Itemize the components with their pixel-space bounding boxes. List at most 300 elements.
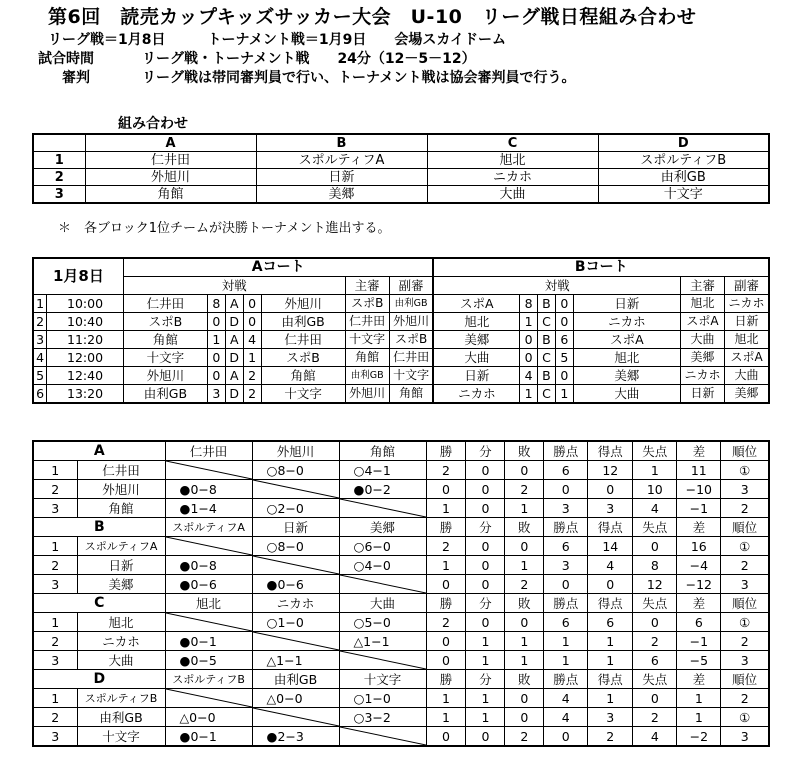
home-score: 0 bbox=[207, 367, 225, 385]
goals-against: 0 bbox=[633, 537, 677, 556]
points: 0 bbox=[544, 575, 588, 594]
goals-against: 4 bbox=[633, 727, 677, 747]
advance-note: ＊ 各ブロック1位チームが決勝トーナメント進出する。 bbox=[58, 221, 391, 236]
stat-header: 得点 bbox=[588, 441, 633, 461]
opponent-header: 由利GB bbox=[252, 670, 339, 689]
goal-diff: −4 bbox=[677, 556, 721, 575]
match-result: △1−1 bbox=[339, 632, 426, 651]
schedule-court-row bbox=[33, 258, 769, 277]
kumiawase-row bbox=[33, 169, 769, 186]
opponent-header: 大曲 bbox=[339, 594, 426, 613]
losses: 0 bbox=[505, 689, 544, 708]
sub-referee: 角館 bbox=[389, 385, 433, 404]
stat-header: 勝 bbox=[426, 518, 466, 537]
team-cell: スポルティフA bbox=[256, 152, 427, 169]
stat-header: 分 bbox=[466, 441, 505, 461]
points: 4 bbox=[544, 689, 588, 708]
league-standings-table bbox=[32, 440, 770, 747]
diagonal-line bbox=[340, 651, 426, 669]
referee-value: リーグ戦は帯同審判員で行い、トーナメント戦は協会審判員で行う。 bbox=[142, 70, 576, 86]
match-result: △0−0 bbox=[165, 708, 252, 727]
group-header-row bbox=[33, 518, 769, 537]
away-score: 6 bbox=[555, 331, 573, 349]
goal-diff: 6 bbox=[677, 613, 721, 632]
rank-number: 1 bbox=[33, 689, 77, 708]
away-score: 2 bbox=[243, 385, 261, 404]
schedule-row bbox=[33, 385, 769, 404]
home-team: 十文字 bbox=[123, 349, 207, 367]
match-number: 6 bbox=[33, 385, 47, 404]
standings-row bbox=[33, 689, 769, 708]
away-team: 十文字 bbox=[261, 385, 345, 404]
goal-diff: −10 bbox=[677, 480, 721, 499]
sub-referee: 大曲 bbox=[725, 367, 769, 385]
points: 6 bbox=[544, 613, 588, 632]
away-team: 日新 bbox=[573, 295, 680, 313]
losses: 1 bbox=[505, 556, 544, 575]
goals-for: 3 bbox=[588, 499, 633, 518]
rank-number: 2 bbox=[33, 480, 77, 499]
schedule-table bbox=[32, 257, 770, 404]
rank-number: 3 bbox=[33, 499, 77, 518]
kumiawase-header-row bbox=[33, 134, 769, 152]
block-header: B bbox=[256, 134, 427, 152]
wins: 1 bbox=[426, 708, 466, 727]
block-letter: B bbox=[538, 367, 556, 385]
stat-header: 失点 bbox=[633, 594, 677, 613]
match-label: 対戦 bbox=[123, 277, 345, 295]
opponent-header: 美郷 bbox=[339, 518, 426, 537]
main-referee: 日新 bbox=[680, 385, 724, 404]
main-referee: 美郷 bbox=[680, 349, 724, 367]
main-referee: 十文字 bbox=[345, 331, 389, 349]
sub-referee: 十文字 bbox=[389, 367, 433, 385]
home-score: 0 bbox=[520, 331, 538, 349]
team-name: 十文字 bbox=[77, 727, 165, 747]
stat-header: 勝点 bbox=[544, 594, 588, 613]
kumiawase-title: 組み合わせ bbox=[118, 116, 188, 132]
goals-against: 6 bbox=[633, 651, 677, 670]
opponent-header: ニカホ bbox=[252, 594, 339, 613]
goals-for: 2 bbox=[588, 727, 633, 747]
goals-for: 1 bbox=[588, 689, 633, 708]
losses: 0 bbox=[505, 613, 544, 632]
kumiawase-row bbox=[33, 152, 769, 169]
team-name: 日新 bbox=[77, 556, 165, 575]
diagonal-line bbox=[253, 556, 339, 574]
match-result: ○6−0 bbox=[339, 537, 426, 556]
draws: 0 bbox=[466, 556, 505, 575]
final-rank: 2 bbox=[721, 632, 769, 651]
away-team: 旭北 bbox=[573, 349, 680, 367]
goal-diff: −12 bbox=[677, 575, 721, 594]
self-match-cell bbox=[165, 461, 252, 480]
self-match-cell bbox=[252, 556, 339, 575]
stat-header: 勝点 bbox=[544, 441, 588, 461]
stat-header: 敗 bbox=[505, 518, 544, 537]
match-result: ●1−4 bbox=[165, 499, 252, 518]
goals-against: 0 bbox=[633, 689, 677, 708]
points: 3 bbox=[544, 556, 588, 575]
goals-for: 1 bbox=[588, 651, 633, 670]
diagonal-line bbox=[340, 727, 426, 745]
standings-row bbox=[33, 613, 769, 632]
team-name: スポルティフB bbox=[77, 689, 165, 708]
standings-row bbox=[33, 537, 769, 556]
match-result: ●0−8 bbox=[165, 556, 252, 575]
match-result: ○4−1 bbox=[339, 461, 426, 480]
draws: 1 bbox=[466, 632, 505, 651]
goals-against: 10 bbox=[633, 480, 677, 499]
sub-referee: 日新 bbox=[725, 313, 769, 331]
diagonal-line bbox=[253, 632, 339, 650]
kickoff-time: 10:40 bbox=[47, 313, 124, 331]
stat-header: 敗 bbox=[505, 670, 544, 689]
stat-header: 失点 bbox=[633, 441, 677, 461]
stat-header: 得点 bbox=[588, 594, 633, 613]
home-score: 3 bbox=[207, 385, 225, 404]
self-match-cell bbox=[339, 727, 426, 747]
losses: 0 bbox=[505, 537, 544, 556]
team-cell: 旭北 bbox=[427, 152, 598, 169]
self-match-cell bbox=[252, 708, 339, 727]
stat-header: 分 bbox=[466, 518, 505, 537]
group-header-row bbox=[33, 441, 769, 461]
block-letter: A bbox=[225, 367, 243, 385]
losses: 0 bbox=[505, 708, 544, 727]
points: 0 bbox=[544, 480, 588, 499]
page-title: 第6回 読売カップキッズサッカー大会 U-10 リーグ戦日程組み合わせ bbox=[48, 6, 697, 28]
final-rank: 3 bbox=[721, 480, 769, 499]
standings-row bbox=[33, 556, 769, 575]
away-team: 大曲 bbox=[573, 385, 680, 404]
goals-for: 14 bbox=[588, 537, 633, 556]
stat-header: 勝 bbox=[426, 441, 466, 461]
group-header-row bbox=[33, 670, 769, 689]
stat-header: 差 bbox=[677, 518, 721, 537]
opponent-header: スポルティフB bbox=[165, 670, 252, 689]
referee-label: 審判 bbox=[62, 70, 90, 86]
opponent-header: 日新 bbox=[252, 518, 339, 537]
schedule-row bbox=[33, 367, 769, 385]
points: 4 bbox=[544, 708, 588, 727]
standings-row bbox=[33, 575, 769, 594]
stat-header: 順位 bbox=[721, 518, 769, 537]
schedule-row bbox=[33, 349, 769, 367]
away-team: 由利GB bbox=[261, 313, 345, 331]
kickoff-time: 12:00 bbox=[47, 349, 124, 367]
final-rank: ① bbox=[721, 537, 769, 556]
opponent-header: スポルティフA bbox=[165, 518, 252, 537]
home-team: 外旭川 bbox=[123, 367, 207, 385]
away-team: 美郷 bbox=[573, 367, 680, 385]
team-name: 由利GB bbox=[77, 708, 165, 727]
stat-header: 勝点 bbox=[544, 670, 588, 689]
seed-number: 3 bbox=[33, 186, 85, 204]
diagonal-line bbox=[340, 499, 426, 517]
group-name: D bbox=[33, 670, 165, 689]
away-score: 0 bbox=[555, 295, 573, 313]
standings-row bbox=[33, 708, 769, 727]
final-rank: 2 bbox=[721, 499, 769, 518]
kumiawase-corner bbox=[33, 134, 85, 152]
wins: 1 bbox=[426, 556, 466, 575]
stat-header: 勝 bbox=[426, 670, 466, 689]
kickoff-time: 11:20 bbox=[47, 331, 124, 349]
final-rank: 3 bbox=[721, 575, 769, 594]
sub-referee: 旭北 bbox=[725, 331, 769, 349]
goals-for: 1 bbox=[588, 632, 633, 651]
stat-header: 分 bbox=[466, 670, 505, 689]
match-result: ○8−0 bbox=[252, 461, 339, 480]
away-team: 外旭川 bbox=[261, 295, 345, 313]
match-result: ●0−1 bbox=[165, 727, 252, 747]
kumiawase-row bbox=[33, 186, 769, 204]
goals-against: 2 bbox=[633, 708, 677, 727]
match-label: 対戦 bbox=[433, 277, 680, 295]
team-cell: スポルティフB bbox=[598, 152, 769, 169]
team-name: 旭北 bbox=[77, 613, 165, 632]
opponent-header: 旭北 bbox=[165, 594, 252, 613]
stat-header: 得点 bbox=[588, 518, 633, 537]
schedule-subheader-row bbox=[33, 277, 769, 295]
block-letter: A bbox=[225, 295, 243, 313]
goal-diff: 16 bbox=[677, 537, 721, 556]
team-cell: 由利GB bbox=[598, 169, 769, 186]
goals-against: 0 bbox=[633, 613, 677, 632]
goals-for: 3 bbox=[588, 708, 633, 727]
match-time-line bbox=[38, 48, 476, 68]
schedule-row bbox=[33, 313, 769, 331]
sub-referee: 仁井田 bbox=[389, 349, 433, 367]
away-team: スポA bbox=[573, 331, 680, 349]
main-referee: 仁井田 bbox=[345, 313, 389, 331]
match-result: ●0−6 bbox=[252, 575, 339, 594]
wins: 0 bbox=[426, 575, 466, 594]
stat-header: 敗 bbox=[505, 594, 544, 613]
away-team: 角館 bbox=[261, 367, 345, 385]
home-score: 1 bbox=[520, 313, 538, 331]
rank-number: 2 bbox=[33, 556, 77, 575]
match-result: ●0−1 bbox=[165, 632, 252, 651]
wins: 0 bbox=[426, 480, 466, 499]
self-match-cell bbox=[339, 499, 426, 518]
home-score: 1 bbox=[520, 385, 538, 404]
team-name: 大曲 bbox=[77, 651, 165, 670]
goal-diff: 11 bbox=[677, 461, 721, 480]
stat-header: 順位 bbox=[721, 594, 769, 613]
home-team: 日新 bbox=[433, 367, 519, 385]
match-result: ○5−0 bbox=[339, 613, 426, 632]
away-score: 2 bbox=[243, 367, 261, 385]
team-name: スポルティフA bbox=[77, 537, 165, 556]
home-team: ニカホ bbox=[433, 385, 519, 404]
home-score: 8 bbox=[520, 295, 538, 313]
points: 1 bbox=[544, 632, 588, 651]
goal-diff: −1 bbox=[677, 499, 721, 518]
home-team: スポB bbox=[123, 313, 207, 331]
goals-against: 12 bbox=[633, 575, 677, 594]
home-team: スポA bbox=[433, 295, 519, 313]
wins: 2 bbox=[426, 613, 466, 632]
kumiawase-table bbox=[32, 133, 770, 204]
stat-header: 得点 bbox=[588, 670, 633, 689]
away-score: 1 bbox=[555, 385, 573, 404]
losses: 1 bbox=[505, 632, 544, 651]
away-score: 0 bbox=[243, 295, 261, 313]
sub-referee: 美郷 bbox=[725, 385, 769, 404]
away-score: 5 bbox=[555, 349, 573, 367]
goals-for: 0 bbox=[588, 575, 633, 594]
home-team: 由利GB bbox=[123, 385, 207, 404]
self-match-cell bbox=[252, 480, 339, 499]
standings-row bbox=[33, 499, 769, 518]
draws: 0 bbox=[466, 537, 505, 556]
home-team: 大曲 bbox=[433, 349, 519, 367]
diagonal-line bbox=[166, 461, 252, 479]
diagonal-line bbox=[253, 480, 339, 498]
sub-referee: スポA bbox=[725, 349, 769, 367]
draws: 0 bbox=[466, 727, 505, 747]
team-cell: 外旭川 bbox=[85, 169, 256, 186]
match-result: ●0−2 bbox=[339, 480, 426, 499]
team-name: 美郷 bbox=[77, 575, 165, 594]
team-name: 仁井田 bbox=[77, 461, 165, 480]
draws: 0 bbox=[466, 575, 505, 594]
goal-diff: −1 bbox=[677, 632, 721, 651]
points: 3 bbox=[544, 499, 588, 518]
diagonal-line bbox=[253, 708, 339, 726]
goals-against: 2 bbox=[633, 632, 677, 651]
diagonal-line bbox=[166, 613, 252, 631]
main-referee: 外旭川 bbox=[345, 385, 389, 404]
block-header: D bbox=[598, 134, 769, 152]
opponent-header: 角館 bbox=[339, 441, 426, 461]
diagonal-slash bbox=[253, 632, 339, 650]
team-name: ニカホ bbox=[77, 632, 165, 651]
seed-number: 1 bbox=[33, 152, 85, 169]
standings-row bbox=[33, 651, 769, 670]
match-time-label: 試合時間 bbox=[38, 51, 94, 67]
final-rank: 2 bbox=[721, 689, 769, 708]
group-name: B bbox=[33, 518, 165, 537]
away-score: 0 bbox=[555, 367, 573, 385]
draws: 1 bbox=[466, 651, 505, 670]
wins: 1 bbox=[426, 499, 466, 518]
referee-sub-label: 副審 bbox=[725, 277, 769, 295]
match-number: 5 bbox=[33, 367, 47, 385]
self-match-cell bbox=[339, 575, 426, 594]
self-match-cell bbox=[165, 613, 252, 632]
block-letter: D bbox=[225, 385, 243, 404]
match-result: ●0−5 bbox=[165, 651, 252, 670]
wins: 2 bbox=[426, 461, 466, 480]
diagonal-line bbox=[340, 575, 426, 593]
team-cell: 大曲 bbox=[427, 186, 598, 204]
home-score: 0 bbox=[207, 349, 225, 367]
home-score: 1 bbox=[207, 331, 225, 349]
diagonal-slash bbox=[340, 651, 426, 669]
block-letter: C bbox=[538, 349, 556, 367]
stat-header: 分 bbox=[466, 594, 505, 613]
schedule-row bbox=[33, 295, 769, 313]
team-name: 外旭川 bbox=[77, 480, 165, 499]
home-team: 角館 bbox=[123, 331, 207, 349]
diagonal-slash bbox=[166, 613, 252, 631]
team-cell: 十文字 bbox=[598, 186, 769, 204]
final-rank: 3 bbox=[721, 651, 769, 670]
standings-row bbox=[33, 727, 769, 747]
team-cell: 日新 bbox=[256, 169, 427, 186]
block-header: C bbox=[427, 134, 598, 152]
rank-number: 2 bbox=[33, 708, 77, 727]
rank-number: 3 bbox=[33, 575, 77, 594]
self-match-cell bbox=[165, 537, 252, 556]
rank-number: 1 bbox=[33, 537, 77, 556]
group-name: A bbox=[33, 441, 165, 461]
goal-diff: −2 bbox=[677, 727, 721, 747]
opponent-header: 外旭川 bbox=[252, 441, 339, 461]
losses: 2 bbox=[505, 575, 544, 594]
block-letter: D bbox=[225, 313, 243, 331]
match-result: ○1−0 bbox=[252, 613, 339, 632]
wins: 2 bbox=[426, 537, 466, 556]
block-letter: D bbox=[225, 349, 243, 367]
referee-main-label: 主審 bbox=[680, 277, 724, 295]
match-time-value: リーグ戦・トーナメント戦 24分（12－5－12） bbox=[142, 51, 476, 67]
diagonal-line bbox=[166, 689, 252, 707]
wins: 0 bbox=[426, 632, 466, 651]
self-match-cell bbox=[165, 689, 252, 708]
draws: 0 bbox=[466, 480, 505, 499]
main-referee: 大曲 bbox=[680, 331, 724, 349]
match-result: △0−0 bbox=[252, 689, 339, 708]
match-result: ●2−3 bbox=[252, 727, 339, 747]
rank-number: 1 bbox=[33, 461, 77, 480]
goals-against: 1 bbox=[633, 461, 677, 480]
away-score: 0 bbox=[555, 313, 573, 331]
stat-header: 勝点 bbox=[544, 518, 588, 537]
match-result: ○1−0 bbox=[339, 689, 426, 708]
losses: 2 bbox=[505, 480, 544, 499]
final-rank: ① bbox=[721, 461, 769, 480]
kickoff-time: 13:20 bbox=[47, 385, 124, 404]
goals-against: 8 bbox=[633, 556, 677, 575]
diagonal-line bbox=[166, 537, 252, 555]
draws: 0 bbox=[466, 461, 505, 480]
diagonal-slash bbox=[340, 575, 426, 593]
final-rank: ① bbox=[721, 613, 769, 632]
final-rank: 3 bbox=[721, 727, 769, 747]
self-match-cell bbox=[339, 651, 426, 670]
team-cell: ニカホ bbox=[427, 169, 598, 186]
goal-diff: 1 bbox=[677, 689, 721, 708]
stat-header: 順位 bbox=[721, 441, 769, 461]
standings-row bbox=[33, 461, 769, 480]
away-team: スポB bbox=[261, 349, 345, 367]
sub-referee: スポB bbox=[389, 331, 433, 349]
match-number: 1 bbox=[33, 295, 47, 313]
home-score: 0 bbox=[520, 349, 538, 367]
standings-row bbox=[33, 480, 769, 499]
goal-diff: −5 bbox=[677, 651, 721, 670]
referee-main-label: 主審 bbox=[345, 277, 389, 295]
opponent-header: 仁井田 bbox=[165, 441, 252, 461]
final-rank: 2 bbox=[721, 556, 769, 575]
block-letter: C bbox=[538, 385, 556, 404]
main-referee: ニカホ bbox=[680, 367, 724, 385]
rank-number: 2 bbox=[33, 632, 77, 651]
